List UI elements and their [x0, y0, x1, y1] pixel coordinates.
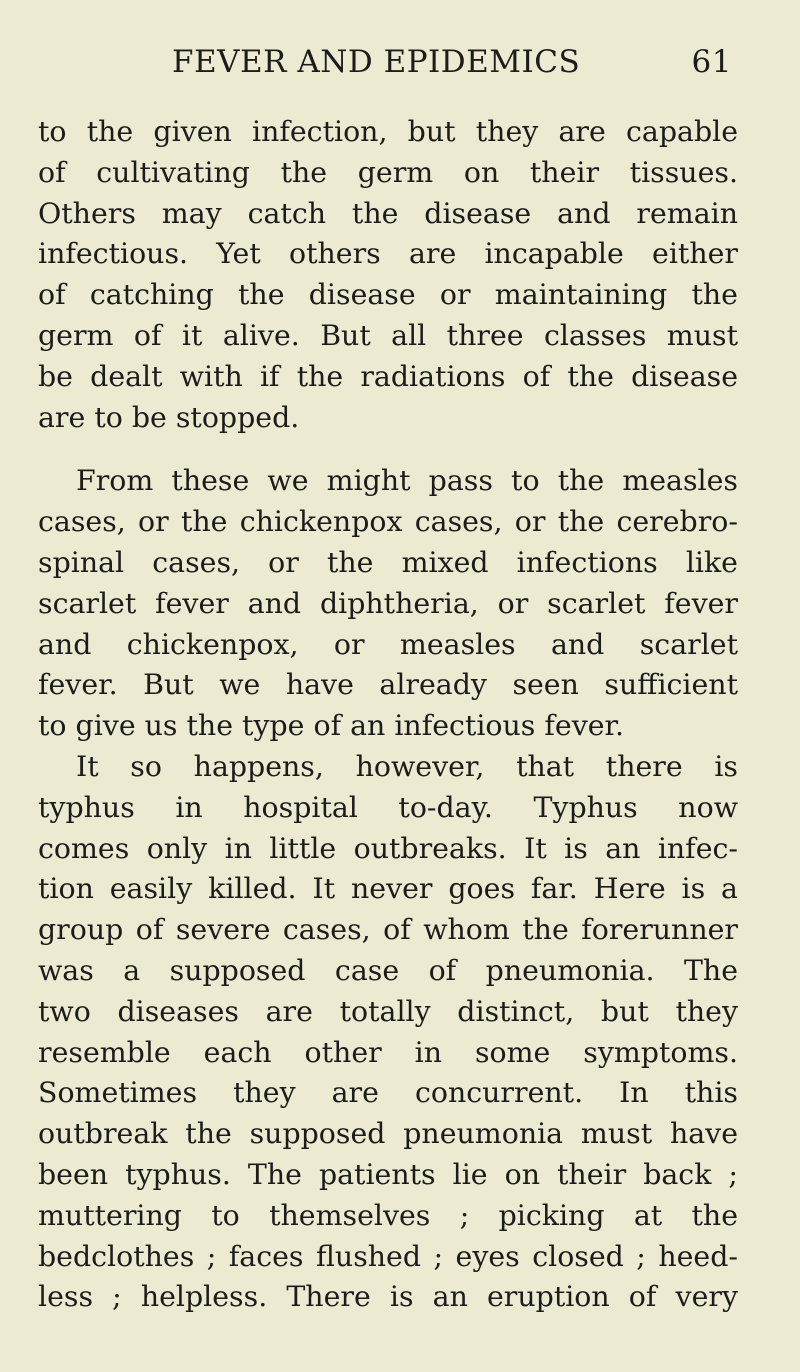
text-line: Others may catch the disease and remain — [38, 196, 738, 230]
text-line: muttering to themselves ; picking at the — [38, 1198, 738, 1232]
text-line: Sometimes they are concurrent. In this — [38, 1076, 738, 1110]
text-line: to the given infection, but they are capable — [38, 115, 738, 148]
text-line: two diseases are totally distinct, but they — [38, 994, 738, 1028]
text-line: spinal cases, or the mixed infections like — [38, 545, 738, 579]
text-line: comes only in little outbreaks. It is an infec- — [38, 831, 738, 865]
paragraph-2 — [38, 461, 738, 747]
text-line: tion easily killed. It never goes far. Here is a — [38, 872, 738, 906]
text-line: fever. But we have already seen sufficient — [38, 668, 738, 702]
text-line: infectious. Yet others are incapable either — [38, 237, 738, 271]
page-number: 61 — [691, 44, 732, 80]
paragraph-gap — [38, 438, 738, 461]
text-line: cases, or the chickenpox cases, or the cerebro- — [38, 505, 738, 539]
text-line: of cultivating the germ on their tissues. — [38, 155, 738, 189]
text-line: outbreak the supposed pneumonia must have — [38, 1117, 738, 1151]
paragraph-1 — [38, 112, 738, 438]
text-line: was a supposed case of pneumonia. The — [38, 953, 738, 987]
body-text — [38, 112, 738, 1318]
text-line: and chickenpox, or measles and scarlet — [38, 627, 738, 661]
text-line: be dealt with if the radiations of the disease — [38, 359, 738, 393]
text-line: to give us the type of an infectious fever. — [38, 709, 625, 743]
text-line: germ of it alive. But all three classes must — [38, 318, 738, 352]
text-line: From these we might pass to the measles — [76, 464, 738, 498]
running-head — [172, 44, 732, 84]
text-line: bedclothes ; faces flushed ; eyes closed ; heed- — [38, 1239, 738, 1273]
text-line: It so happens, however, that there is — [76, 749, 738, 783]
text-line: been typhus. The patients lie on their back ; — [38, 1157, 738, 1191]
text-line: are to be stopped. — [38, 400, 300, 434]
running-head-title: FEVER AND EPIDEMICS — [172, 44, 581, 80]
text-line: less ; helpless. There is an eruption of very — [38, 1280, 738, 1314]
text-line: scarlet fever and diphtheria, or scarlet fever — [38, 586, 738, 620]
text-line: of catching the disease or maintaining the — [38, 278, 738, 312]
text-line: typhus in hospital to-day. Typhus now — [38, 790, 738, 824]
paragraph-3 — [38, 747, 738, 1318]
text-line: group of severe cases, of whom the forerunner — [38, 913, 738, 947]
text-line: resemble each other in some symptoms. — [38, 1035, 738, 1069]
